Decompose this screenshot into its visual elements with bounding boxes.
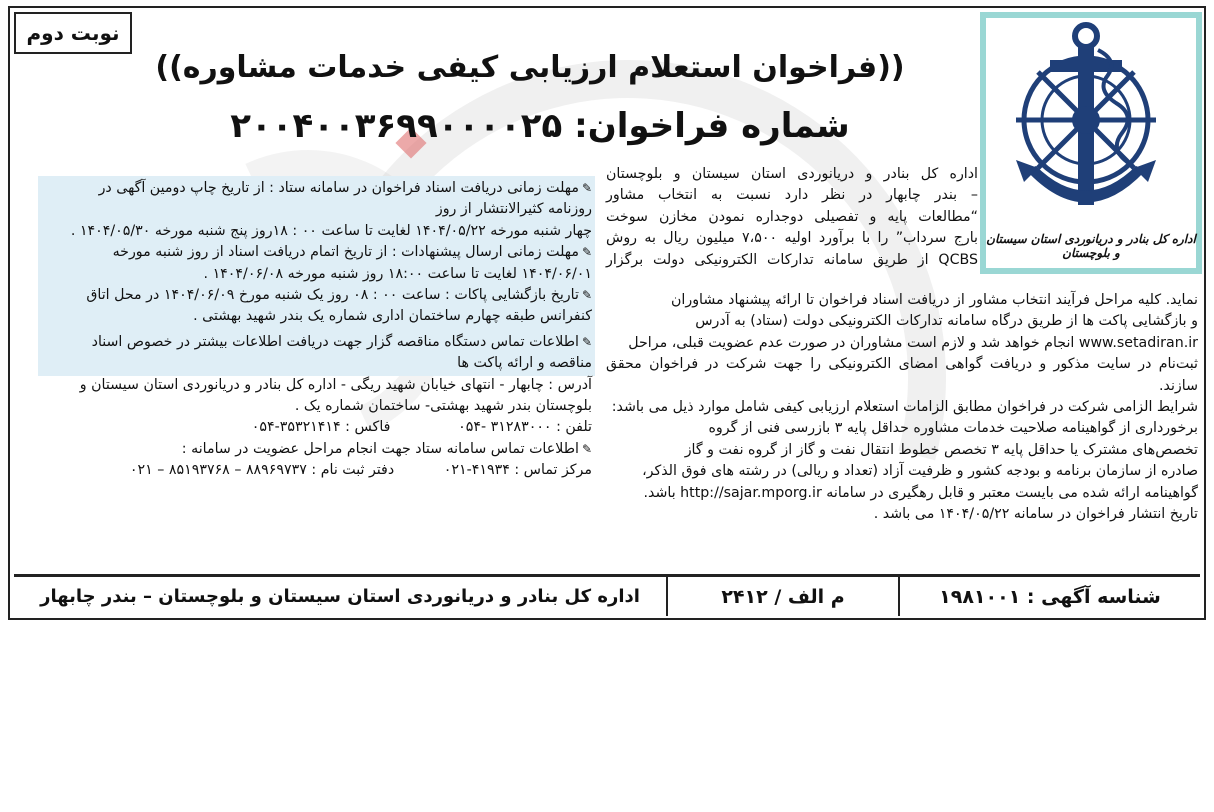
intro-text: [606, 164, 978, 271]
pen-icon: ✎: [581, 334, 592, 349]
logo-box: [980, 12, 1202, 274]
body-line: نماید. کلیه مراحل فرآیند انتخاب مشاور از دریافت اسناد فراخوان تا ارائه پیشنهاد مشاوران: [670, 292, 1198, 308]
body-line: ثبت‌نام در سایت مذکور و دریافت گواهی امضای الکترونیکی را جهت شرکت در فراخوان محقق سازند.: [606, 356, 1198, 394]
call-number: شماره فراخوان: ۲۰۰۴۰۰۳۶۹۹۰۰۰۰۲۵: [230, 106, 850, 146]
logo-caption: اداره کل بنادر و دریانوردی استان سیستان و بلوچستان: [986, 232, 1196, 260]
second-publication-badge: نوبت دوم: [14, 12, 132, 54]
footer-bar: [14, 574, 1200, 616]
ad-id: شناسه آگهی : ۱۹۸۱۰۰۱: [939, 585, 1161, 608]
detail-text: اطلاعات تماس سامانه ستاد جهت انجام مراحل عضویت در سامانه :: [181, 440, 579, 457]
detail-line: مناقصه و ارائه پاکت ها: [457, 355, 592, 372]
pen-icon: ✎: [581, 245, 592, 260]
anchor-wheel-logo-icon: [986, 20, 1196, 240]
detail-line: تلفن : ۳۱۲۸۳۰۰۰ -۰۵۴ فاکس : ۳۵۳۲۱۴۱۴-۰۵۴: [251, 419, 592, 436]
footer-divider: [898, 577, 900, 616]
body-line: و بازگشایی پاکت ها از طریق درگاه سامانه تدارکات الکترونیکی دولت (ستاد) به آدرس: [695, 313, 1198, 330]
detail-text: تاریخ بازگشایی پاکات : ساعت ۰۰ : ۰۸ روز یک شنبه مورخ ۱۴۰۴/۰۶/۰۹ در محل اتاق: [86, 287, 579, 304]
body-line: شرایط الزامی شرکت در فراخوان مطابق الزامات استعلام ارزیابی کیفی شامل موارد ذیل می باشد:: [611, 399, 1198, 416]
body-line: www.setadiran.ir انجام خواهد شد و لازم است مشاوران در صورت عدم عضویت قبلی، مراحل: [628, 334, 1198, 351]
detail-line: [42, 242, 592, 263]
detail-line: [42, 178, 592, 199]
detail-line: آدرس : چابهار - انتهای خیابان شهید ریگی - اداره کل بنادر و دریانوردی استان سیستان و: [79, 376, 592, 393]
body-line: تخصص‌های مشترک یا حداقل پایه ۳ تخصص خطوط انتقال نفت و گاز از گروه نفت و گاز: [684, 441, 1198, 458]
detail-line: چهار شنبه مورخه ۱۴۰۴/۰۵/۲۲ لغایت تا ساعت ۰۰ : ۱۸روز پنج شنبه مورخه ۱۴۰۴/۰۵/۳۰ .: [70, 222, 592, 239]
body-line: صادره از سازمان برنامه و بودجه کشور و ظرفیت آزاد (تعداد و ریالی) در رشته های فوق الذکر،: [642, 463, 1198, 480]
detail-line: [42, 332, 592, 353]
footer-org: اداره کل بنادر و دریانوردی استان سیستان و بلوچستان – بندر چابهار: [40, 586, 640, 607]
footer-divider: [666, 577, 668, 616]
page-title: ((فراخوان استعلام ارزیابی کیفی خدمات مشاوره)): [155, 50, 905, 85]
pen-icon: ✎: [581, 288, 592, 303]
details-text: [42, 178, 592, 482]
detail-text: مهلت زمانی ارسال پیشنهادات : از تاریخ اتمام دریافت اسناد از روز شنبه مورخه: [112, 244, 579, 261]
intro-line: – بندر چابهار در نظر دارد نسبت به انتخاب مشاور: [606, 187, 978, 204]
intro-line: اداره کل بنادر و دریانوردی استان سیستان و بلوچستان: [606, 166, 978, 182]
detail-text: اطلاعات تماس دستگاه مناقصه گزار جهت دریافت اطلاعات بیشتر در خصوص اسناد: [91, 333, 579, 350]
body-text: [606, 290, 1198, 525]
intro-line: “مطالعات پایه و تفصیلی دوجداره نمودن مخازن سوخت: [606, 208, 978, 225]
detail-line: [42, 285, 592, 306]
detail-line: روزنامه کثیرالانتشار از روز: [435, 201, 592, 218]
pen-icon: ✎: [581, 181, 592, 195]
detail-line: ۱۴۰۴/۰۶/۰۱ لغایت تا ساعت ۱۸:۰۰ روز شنبه مورخه ۱۴۰۴/۰۶/۰۸ .: [203, 265, 592, 282]
body-line: گواهینامه ارائه شده می بایست معتبر و قابل رهگیری در سامانه http://sajar.mporg.ir باشد.: [643, 484, 1198, 501]
body-line: برخورداری از گواهینامه صلاحیت خدمات مشاوره حداقل پایه ۳ بازرسی فنی از گروه: [708, 420, 1198, 437]
detail-text: مهلت زمانی دریافت اسناد فراخوان در سامانه ستاد : از تاریخ چاپ دومین آگهی در: [98, 180, 579, 196]
body-line: تاریخ انتشار فراخوان در سامانه ۱۴۰۴/۰۵/۲۲ می باشد .: [873, 506, 1198, 523]
ad-code: م الف / ۲۴۱۲: [721, 585, 845, 608]
detail-line: کنفرانس طبقه چهارم ساختمان اداری شماره یک بندر شهید بهشتی .: [193, 308, 592, 325]
intro-line: QCBS از طریق سامانه تدارکات الکترونیکی دولت برگزار: [606, 251, 978, 268]
detail-line: مرکز تماس : ۴۱۹۳۴-۰۲۱ دفتر ثبت نام : ۸۸۹۶۹۷۳۷ – ۸۵۱۹۳۷۶۸ – ۰۲۱: [129, 462, 592, 479]
detail-line: بلوچستان بندر شهید بهشتی- ساختمان شماره یک .: [294, 398, 592, 415]
intro-line: بارج سرداب” را با برآورد اولیه ۷،۵۰۰ میلیون ریال به روش: [606, 230, 979, 247]
detail-line: [42, 439, 592, 460]
pen-icon: ✎: [581, 441, 592, 456]
